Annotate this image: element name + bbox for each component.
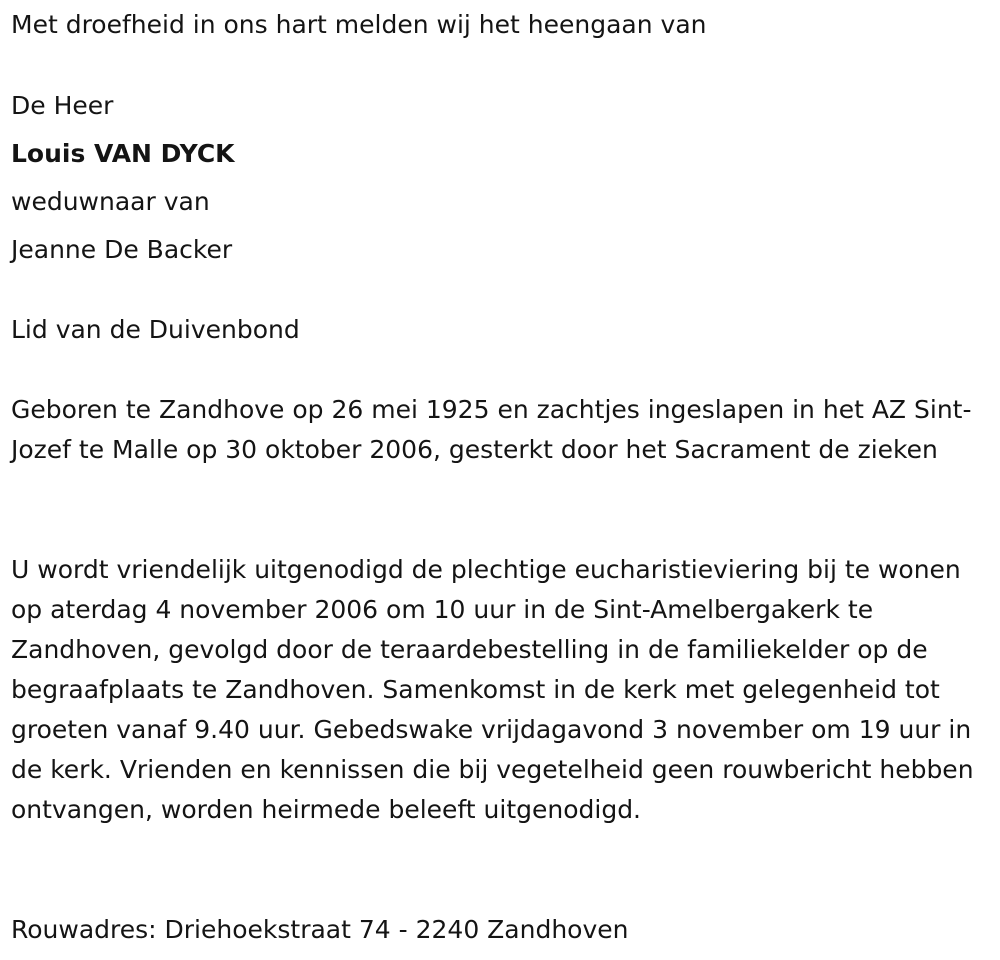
widower-of-label: weduwnaar van	[11, 187, 210, 216]
salutation: De Heer	[11, 91, 114, 120]
invitation-paragraph: U wordt vriendelijk uitgenodigd de plechtige eucharistieviering bij te wonen op aterdag 4 november 2006 om 10 uur in de Sint-Amelbergakerk te Zandhoven, gevolgd door de teraardebestelling in de familiekelder op de begraafplaats te Zandhoven. Samenkomst in de kerk met gelegenheid tot groeten vanaf 9.40 uur. Gebedswake vrijdagavond 3 november om 19 uur in de kerk. Vrienden en kennissen die bij vegetelheid geen rouwbericht hebben ontvangen, worden heirmede beleeft uitgenodigd.	[11, 555, 974, 824]
membership-text: Lid van de Duivenbond	[11, 315, 300, 344]
mourning-address: Rouwadres: Driehoekstraat 74 - 2240 Zandhoven	[11, 915, 629, 944]
birth-death-paragraph: Geboren te Zandhove op 26 mei 1925 en zachtjes ingeslapen in het AZ Sint-Jozef te Malle op 30 oktober 2006, gesterkt door het Sacrament de zieken	[11, 395, 972, 464]
deceased-name: Louis VAN DYCK	[11, 139, 235, 168]
spouse-name: Jeanne De Backer	[11, 235, 233, 264]
intro-text: Met droefheid in ons hart melden wij het heengaan van	[11, 10, 707, 39]
